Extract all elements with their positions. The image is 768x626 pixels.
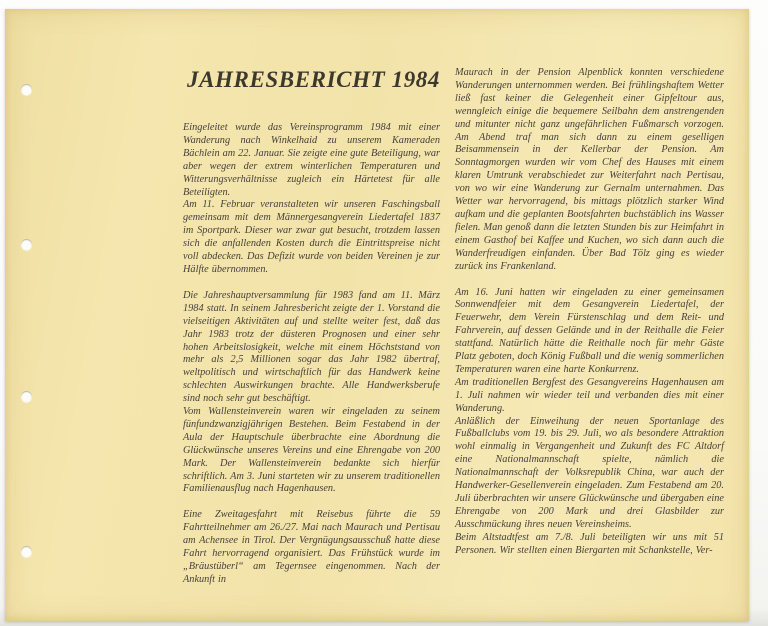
left-text-column [183, 122, 440, 587]
paragraph: Am 11. Februar veranstalteten wir unseren Faschingsball gemeinsam mit dem Männergesangverein Liedertafel 1837 im Sportpark. Dieser war zwar gut besucht, trotzdem lassen sich die anfallenden Kosten durch die Eintrittspreise nicht voll abdecken. Das Defizit wurde von beiden Vereinen je zur Hälfte übernommen. [183, 199, 440, 275]
right-text-column [455, 67, 724, 558]
punch-hole [21, 546, 32, 557]
document-page [5, 9, 749, 621]
punch-hole [21, 239, 32, 250]
page-title: JAHRESBERICHT 1984 [187, 67, 441, 92]
paragraph: Anläßlich der Einweihung der neuen Sportanlage des Fußballclubs vom 19. bis 29. Juli, wo als besondere Attraktion wohl einmalig in Vergangenheit und Zukunft des FC Altdorf eine Nationalmannschaft spielte, nämlich die Nationalmannschaft der Volksrepublik China, war auch der Handwerker-Gesellenverein eingeladen. Zum Festabend am 20. Juli überbrachten wir unsere Glückwünsche und übergaben eine Ehrengabe von 200 Mark und drei Glasbilder zur Ausschmückung ihres neuen Vereinsheims. [455, 415, 724, 530]
paragraph: Am 16. Juni hatten wir eingeladen zu einer gemeinsamen Sonnwendfeier mit dem Gesangverein Liedertafel, der Feuerwehr, dem Verein Fürstenschlag und dem Reit- und Fahrverein, auf dessen Gelände und in der Reithalle die Feier stattfand. Natürlich hätte die Reithalle noch für mehr Gäste Platz geboten, doch König Fußball und die wenig sommerlichen Temperaturen waren eine harte Konkurrenz. [455, 286, 724, 375]
punch-hole [21, 391, 32, 402]
punch-hole [21, 84, 32, 95]
paragraph: Beim Altstadtfest am 7./8. Juli beteiligten wir uns mit 51 Personen. Wir stellten einen Biergarten mit Schankstelle, Ver- [455, 531, 724, 556]
paragraph: Vom Wallensteinverein waren wir eingeladen zu seinem fünfundzwanzigjährigen Bestehen. Beim Festabend in der Aula der Hauptschule überbrachte eine Abordnung die Glückwünsche unseres Vereins und eine Ehrengabe von 200 Mark. Der Wallensteinverein bedankte sich hierfür schriftlich. Am 3. Juni starteten wir zu unserem traditionellen Familienausflug nach Hagenhausen. [183, 406, 440, 495]
paragraph: Maurach in der Pension Alpenblick konnten verschiedene Wanderungen unternommen werden. Bei frühlingshaftem Wetter ließ fast keiner die Gelegenheit einer Gipfeltour aus, wenngleich einige die bequemere Seilbahn dem anstrengenden und mitunter nicht ganz ungefährlichen Fußmarsch vorzogen. Am Abend traf man sich dann zu einem geselligen Beisammensein in der Kellerbar der Pension. Am Sonntagmorgen wurden wir vom Chef des Hauses mit einem klaren Umtrunk verabschiedet zur Weiterfahrt nach Pertisau, von wo wir eine Wanderung zur Gernalm unternahmen. Das Wetter war hervorragend, bis mittags plötzlich starker Wind aufkam und die geplanten Bootsfahrten buchstäblich ins Wasser fielen. Man genoß dann die letzten Stunden bis zur Heimfahrt in einem Gasthof bei Kaffee und Kuchen, wo sich dann auch die Wanderfreudigen einfanden. Über Bad Tölz ging es wieder zurück ins Frankenland. [455, 67, 724, 272]
paragraph: Eine Zweitagesfahrt mit Reisebus führte die 59 Fahrtteilnehmer am 26./27. Mai nach Maurach und Pertisau am Achensee in Tirol. Der Vergnügungsausschuß hatte diese Fahrt hervorragend organisiert. Das Frühstück wurde im „Bräustüberl“ am Tegernsee eingenommen. Nach der Ankunft in [183, 509, 440, 585]
paragraph: Am traditionellen Bergfest des Gesangvereins Hagenhausen am 1. Juli nahmen wir wieder teil und verbanden dies mit einer Wanderung. [455, 376, 724, 414]
paragraph: Eingeleitet wurde das Vereinsprogramm 1984 mit einer Wanderung nach Winkelhaid zu unserem Kameraden Bächlein am 22. Januar. Sie zeigte eine gute Beteiligung, war aber wegen der extrem winterlichen Temperaturen und Witterungsverhältnisse zugleich ein Härtetest für alle Beteiligten. [183, 122, 440, 198]
paragraph: Die Jahreshauptversammlung für 1983 fand am 11. März 1984 statt. In seinem Jahresbericht zeigte der 1. Vorstand die vielseitigen Aktivitäten auf und stellte weiter fest, daß das Jahr 1983 trotz der düsteren Prognosen und einer sehr hohen Arbeitslosigkeit, welche mit einem Höchststand von mehr als 2,5 Millionen sogar das Jahr 1982 übertraf, weltpolitisch und wirtschaftlich für das Handwerk keine schlechten Auswirkungen brachte. Alle Handwerksberufe sind noch sehr gut beschäftigt. [183, 289, 440, 405]
